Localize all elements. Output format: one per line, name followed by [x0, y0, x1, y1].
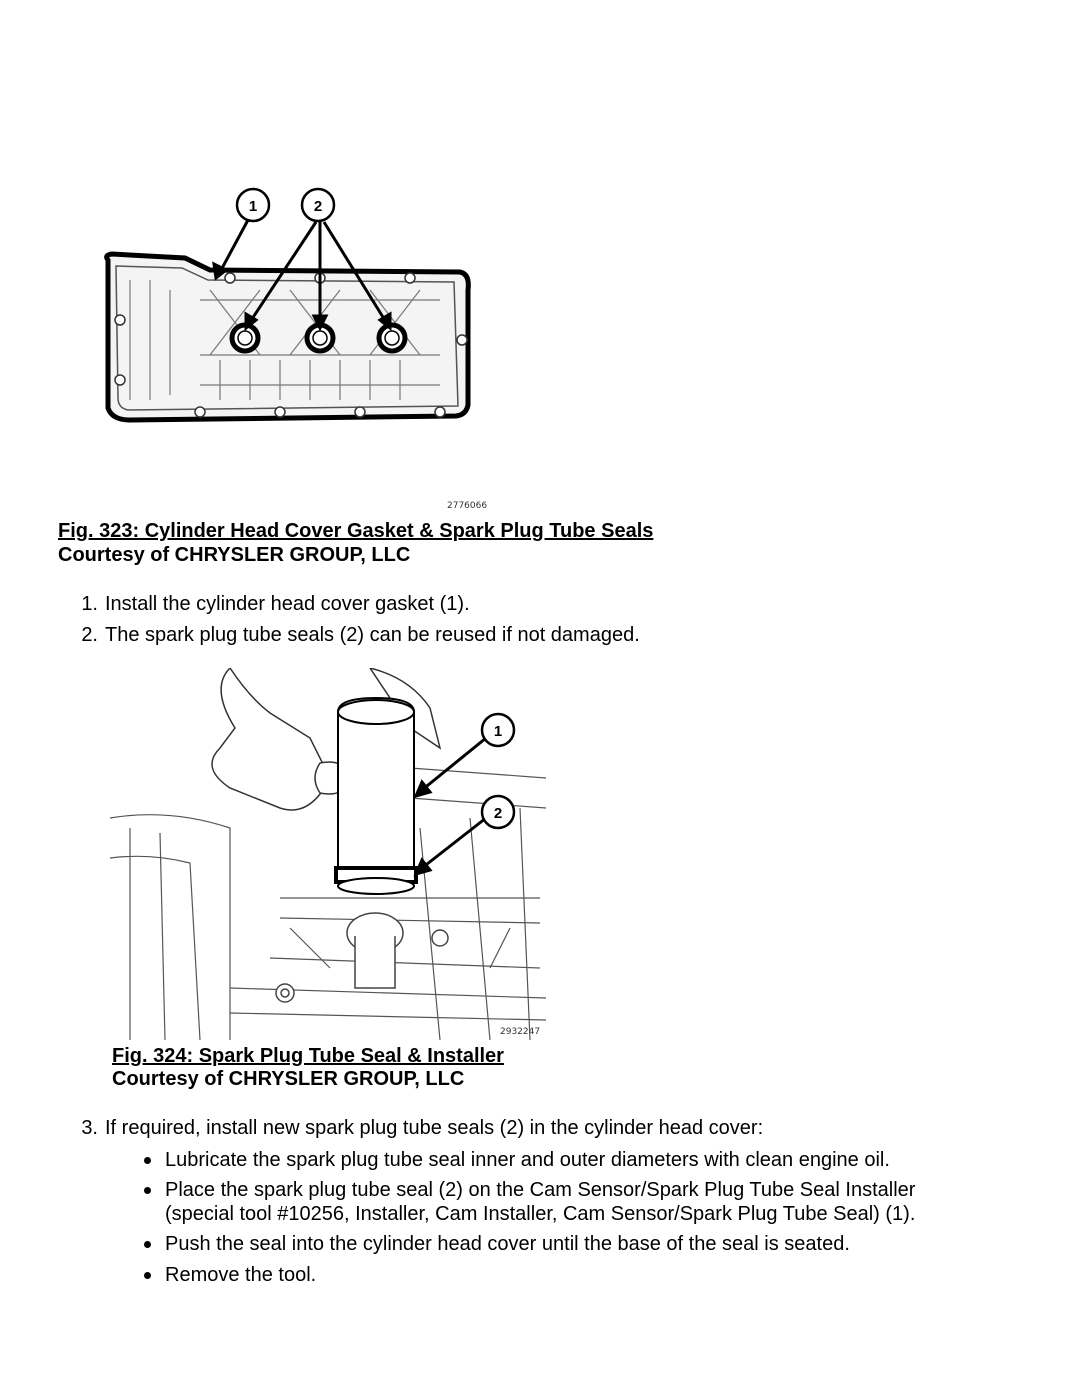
figure-323-credit: Courtesy of CHRYSLER GROUP, LLC: [58, 544, 411, 566]
step-number: 2.: [81, 624, 98, 646]
bullet-text: Push the seal into the cylinder head cover until the base of the seal is seated.: [165, 1233, 850, 1255]
step-1: [70, 592, 970, 616]
bullet-dot: [144, 1241, 151, 1248]
bullet-item: [144, 1232, 1044, 1256]
figure-324-title: Fig. 324: Spark Plug Tube Seal & Installer: [112, 1045, 504, 1067]
callout-2-label: 2: [313, 198, 323, 215]
bullet-item: [144, 1148, 1044, 1172]
bullet-text: Remove the tool.: [165, 1264, 317, 1286]
figure-324-image-code: 2932247: [500, 1027, 541, 1037]
callout-1-label: 1: [493, 723, 503, 740]
bullet-item: [144, 1263, 1044, 1287]
figure-323-illustration: [90, 180, 480, 440]
step-text: The spark plug tube seals (2) can be reused if not damaged.: [105, 624, 640, 646]
figure-324-credit: Courtesy of CHRYSLER GROUP, LLC: [112, 1068, 465, 1090]
step-number: 3.: [81, 1117, 98, 1139]
step-text: Install the cylinder head cover gasket (1).: [105, 593, 470, 615]
figure-323-title: Fig. 323: Cylinder Head Cover Gasket & Spark Plug Tube Seals: [58, 520, 654, 542]
step-text: If required, install new spark plug tube seals (2) in the cylinder head cover:: [105, 1117, 764, 1139]
figure-324-illustration: [110, 668, 546, 1040]
bullet-text-continuation: (special tool #10256, Installer, Cam Installer, Cam Sensor/Spark Plug Tube Seal) (1).: [165, 1203, 916, 1225]
bullet-text: Place the spark plug tube seal (2) on the Cam Sensor/Spark Plug Tube Seal Installer: [165, 1179, 916, 1201]
bullet-item: [144, 1178, 1044, 1226]
callout-1-label: 1: [248, 198, 258, 215]
bullet-dot: [144, 1157, 151, 1164]
figure-323-image-code: 2776066: [447, 501, 488, 511]
step-2: [70, 623, 970, 647]
bullet-text: Lubricate the spark plug tube seal inner and outer diameters with clean engine oil.: [165, 1149, 890, 1171]
step-3: [70, 1116, 970, 1140]
step-number: 1.: [81, 593, 98, 615]
bullet-dot: [144, 1272, 151, 1279]
bullet-dot: [144, 1187, 151, 1194]
callout-2-label: 2: [493, 805, 503, 822]
